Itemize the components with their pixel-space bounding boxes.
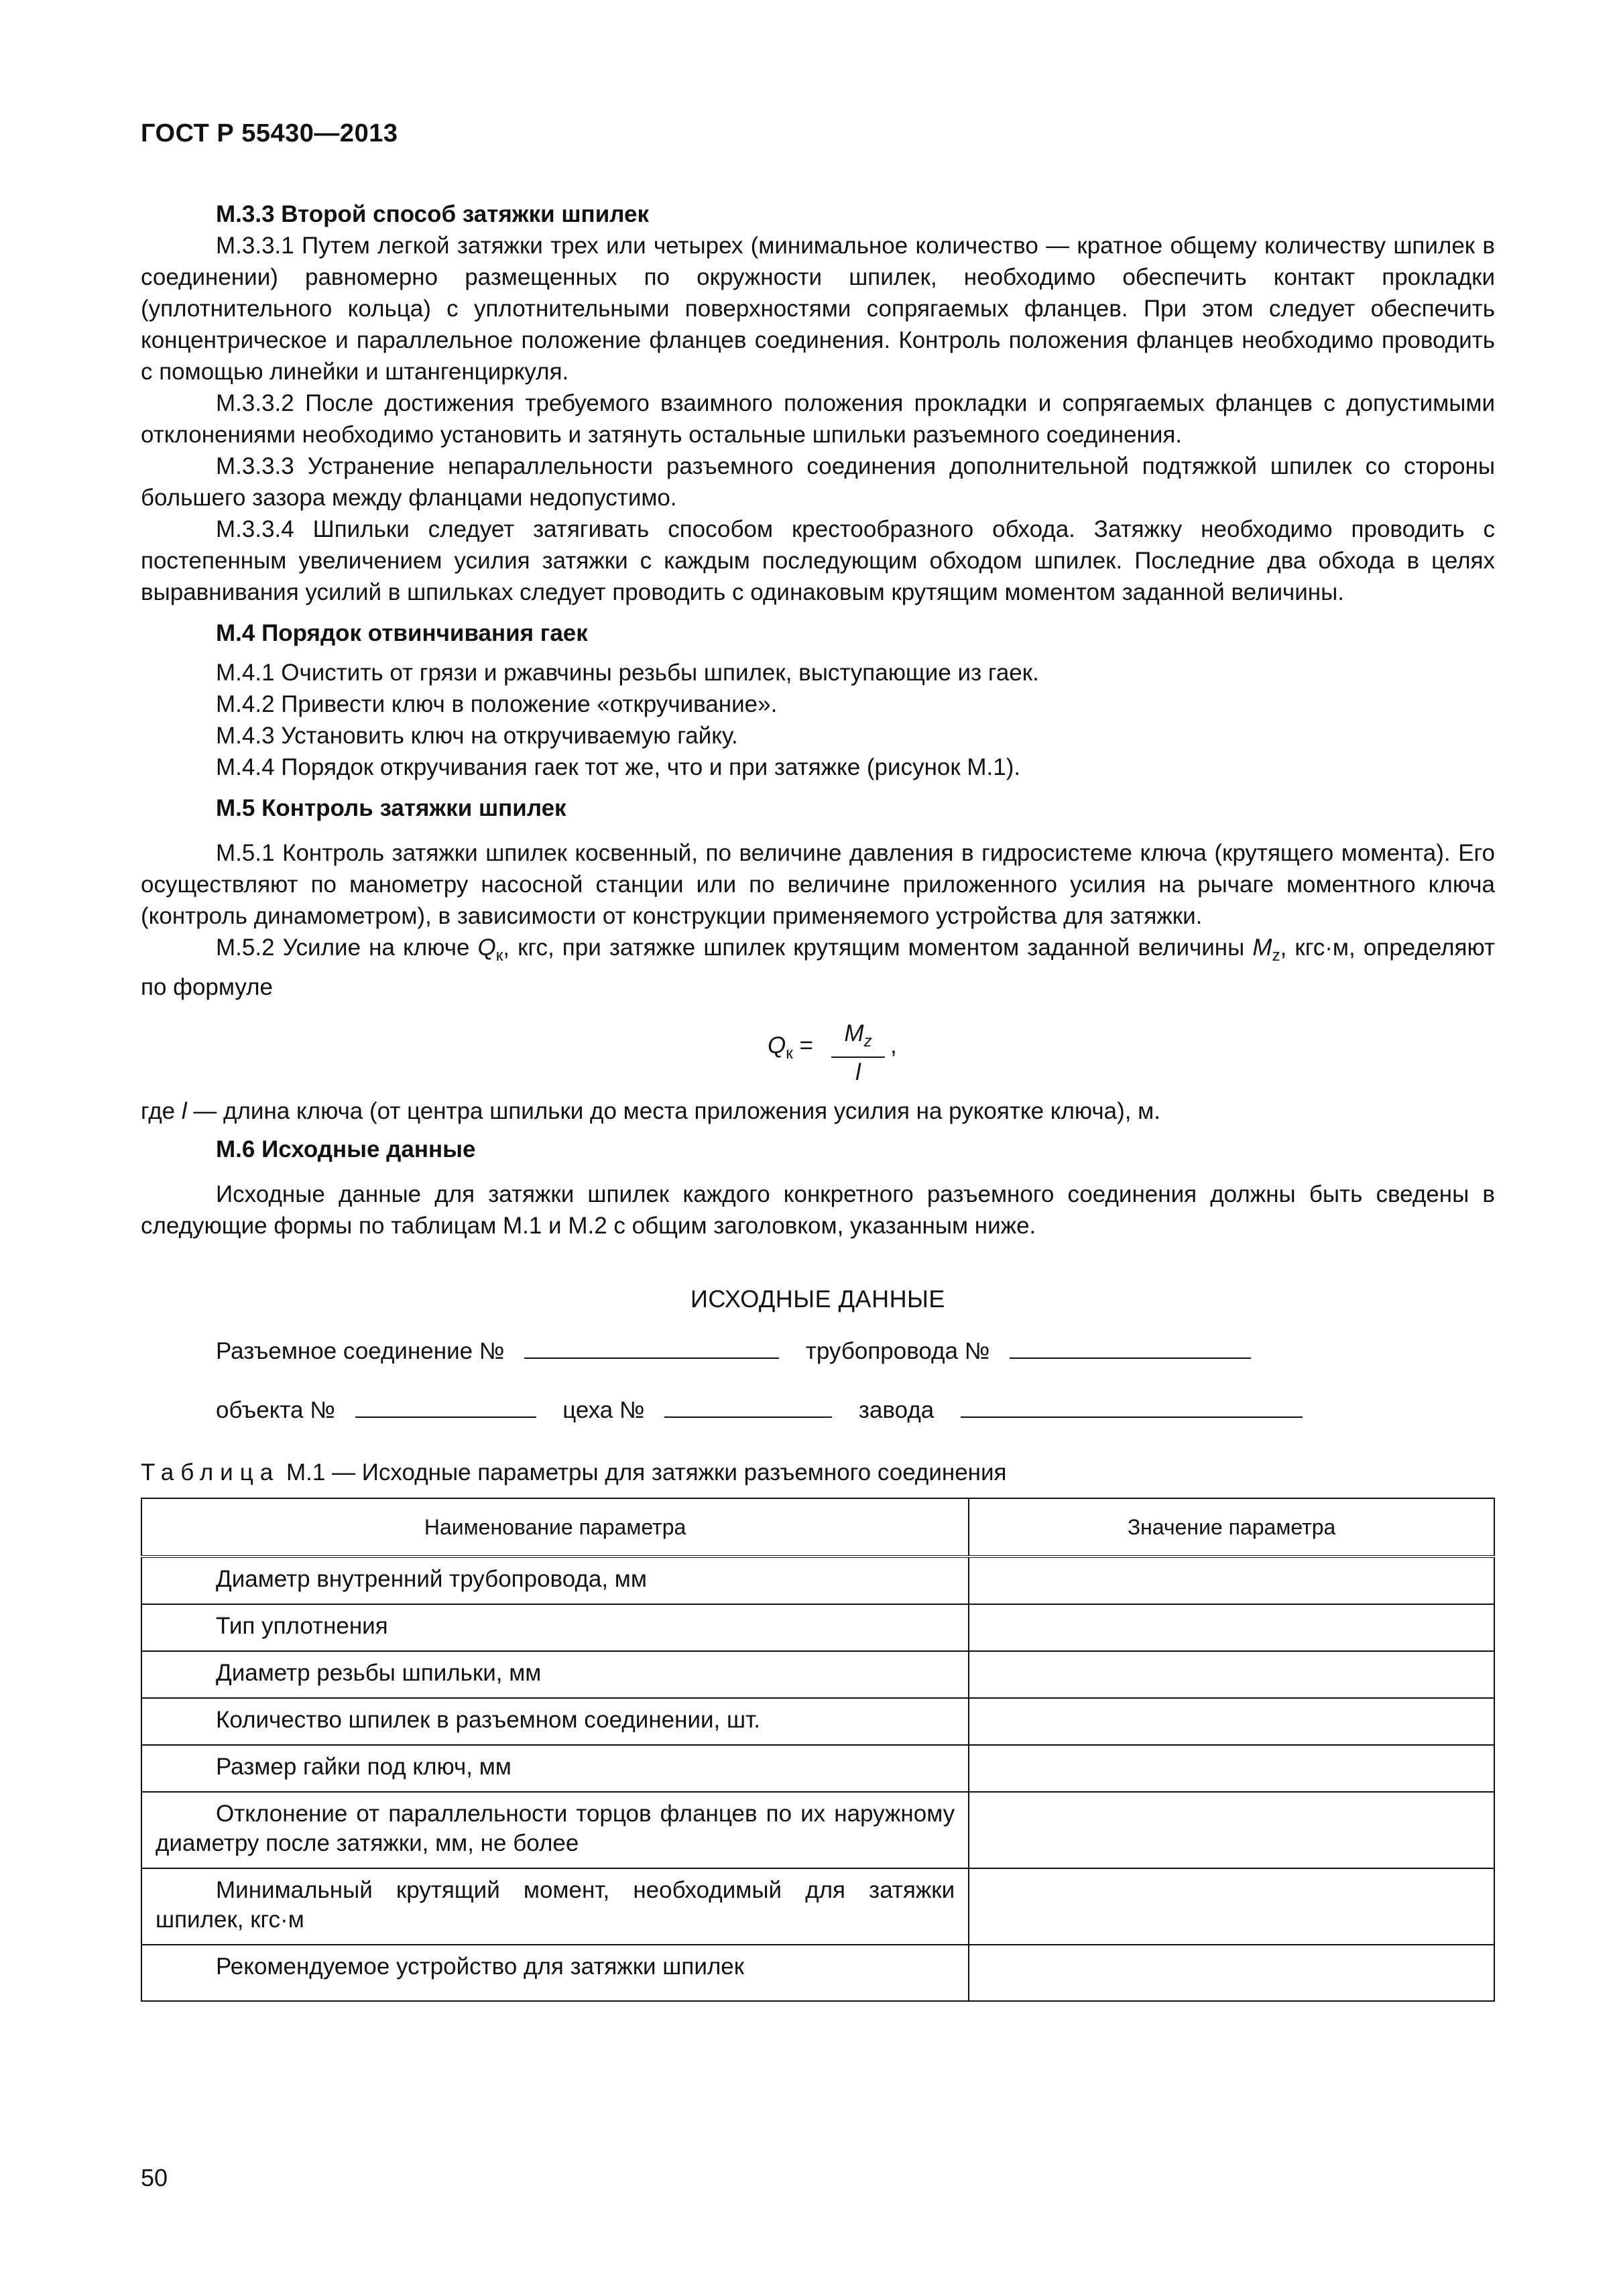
value-cell[interactable] [969, 1604, 1494, 1651]
form-label-workshop: цеха № [562, 1397, 645, 1423]
paragraph-m6: Исходные данные для затяжки шпилек каждого конкретного разъемного соединения должны быть сведены в следующие формы по таблицам М.1 и М.2 с общим заголовком, указанным ниже. [141, 1181, 1495, 1239]
section-title-m5: М.5 Контроль затяжки шпилек [216, 795, 566, 821]
symbol-m: M [1252, 934, 1272, 961]
value-cell[interactable] [969, 1868, 1494, 1945]
paragraph-m334: М.3.3.4 Шпильки следует затягивать способом крестообразного обхода. Затяжку необходимо проводить с постепенным увеличением усилия затяжки с каждым последующим обходом шпилек. Последние два обхода в целях выравнивания усилий в шпильках следует проводить с одинаковым крутящим моментом заданной величины. [141, 516, 1495, 605]
m52-text-b: , кгс, при затяжке шпилек крутящим моментом заданной величины [503, 934, 1253, 961]
formula-numerator: $M_z$ [831, 1019, 885, 1058]
m52-text-a: М.5.2 Усилие на ключе [216, 934, 478, 961]
value-cell[interactable] [969, 1651, 1494, 1698]
formula-lhs: $Q_к$ = [768, 1032, 813, 1063]
column-header-value: Значение параметра [969, 1498, 1494, 1557]
section-title-m6: М.6 Исходные данные [216, 1136, 476, 1162]
row-label: Отклонение от параллельности торцов фланцев по их наружному диаметру после затяжки, мм, не более [156, 1801, 955, 1856]
page-number: 50 [141, 2164, 168, 2191]
section-title-m33: М.3.3 Второй способ затяжки шпилек [216, 201, 649, 227]
formula-denominator: l [855, 1059, 861, 1085]
form-title: ИСХОДНЫЕ ДАННЫЕ [690, 1285, 945, 1313]
paragraph-m52 [141, 932, 1495, 1003]
object-number-field[interactable] [355, 1394, 536, 1418]
form-label-connection: Разъемное соединение № [216, 1338, 505, 1364]
connection-number-field[interactable] [524, 1335, 779, 1359]
row-label: Минимальный крутящий момент, необходимый для затяжки шпилек, кгс·м [156, 1877, 955, 1933]
symbol-q: Q [477, 934, 496, 961]
column-header-name: Наименование параметра [141, 1498, 969, 1557]
table-row [141, 1604, 1494, 1651]
parameters-table [141, 1498, 1495, 2002]
row-label: Диаметр резьбы шпильки, мм [216, 1660, 542, 1686]
row-label: Тип уплотнения [216, 1613, 388, 1639]
list-item-m42: М.4.2 Привести ключ в положение «откручивание». [216, 691, 778, 717]
list-item-m43: М.4.3 Установить ключ на откручиваемую гайку. [216, 723, 738, 749]
row-label: Количество шпилек в разъемном соединении, шт. [216, 1707, 760, 1733]
form-label-object: объекта № [216, 1397, 335, 1423]
pipeline-number-field[interactable] [1010, 1335, 1251, 1359]
symbol-m-sub: z [1272, 947, 1280, 965]
table-row [141, 1745, 1494, 1792]
table-header-row [141, 1498, 1494, 1557]
paragraph-m51: М.5.1 Контроль затяжки шпилек косвенный, по величине давления в гидросистеме ключа (крутящего момента). Его осуществляют по манометру насосной станции или по величине приложенного усилия на рычаге моментного ключа (контроль динамометром), в зависимости от конструкции применяемого устройства для затяжки. [141, 840, 1495, 929]
value-cell[interactable] [969, 1792, 1494, 1868]
value-cell[interactable] [969, 1557, 1494, 1604]
table-row [141, 1698, 1494, 1745]
paragraph-where: где l — длина ключа (от центра шпильки до места приложения усилия на рукоятке ключа), м. [141, 1098, 1160, 1124]
form-label-plant: завода [858, 1397, 935, 1423]
list-item-m44: М.4.4 Порядок откручивания гаек тот же, что и при затяжке (рисунок М.1). [216, 754, 1021, 780]
row-label: Диаметр внутренний трубопровода, мм [216, 1566, 647, 1592]
value-cell[interactable] [969, 1698, 1494, 1745]
table-row [141, 1557, 1494, 1604]
document-header: ГОСТ Р 55430—2013 [141, 119, 398, 147]
row-label: Рекомендуемое устройство для затяжки шпилек [216, 1953, 745, 1980]
workshop-number-field[interactable] [664, 1394, 832, 1418]
form-line-1 [141, 1335, 1495, 1367]
table-row [141, 1945, 1494, 2001]
form-label-pipeline: трубопровода № [805, 1338, 990, 1364]
row-label: Размер гайки под ключ, мм [216, 1754, 512, 1780]
value-cell[interactable] [969, 1945, 1494, 2001]
plant-field[interactable] [961, 1394, 1303, 1418]
table-caption: Таблица М.1 — Исходные параметры для затяжки разъемного соединения [141, 1459, 1007, 1486]
table-row [141, 1868, 1494, 1945]
m52-text-c: , кгс·м, определяют по формуле [141, 934, 1496, 1000]
formula-qk [141, 1022, 1495, 1089]
table-row [141, 1651, 1494, 1698]
section-title-m4: М.4 Порядок отвинчивания гаек [216, 620, 588, 646]
paragraph-m331: М.3.3.1 Путем легкой затяжки трех или четырех (минимальное количество — кратное общему количеству шпилек в соединении) равномерно размещенных по окружности шпилек, необходимо обеспечить контакт прокладки (уплотнительного кольца) с уплотнительными поверхностями сопрягаемых фланцев. При этом следует обеспечить концентрическое и параллельное положение фланцев соединения. Контроль положения фланцев необходимо проводить с помощью линейки и штангенциркуля. [141, 233, 1495, 385]
formula-comma: , [890, 1032, 897, 1059]
paragraph-m332: М.3.3.2 После достижения требуемого взаимного положения прокладки и сопрягаемых фланцев с допустимыми отклонениями необходимо установить и затянуть остальные шпильки разъемного соединения. [141, 390, 1495, 448]
formula-fraction [831, 1019, 885, 1087]
paragraph-m333: М.3.3.3 Устранение непараллельности разъемного соединения дополнительной подтяжкой шпилек со стороны большего зазора между фланцами недопустимо. [141, 453, 1495, 511]
form-line-2 [141, 1394, 1495, 1426]
value-cell[interactable] [969, 1745, 1494, 1792]
table-row [141, 1792, 1494, 1868]
document-body [141, 198, 1495, 2002]
symbol-l: l [181, 1098, 187, 1124]
list-item-m41: М.4.1 Очистить от грязи и ржавчины резьбы шпилек, выступающие из гаек. [216, 660, 1039, 686]
symbol-q-sub: к [495, 947, 503, 965]
